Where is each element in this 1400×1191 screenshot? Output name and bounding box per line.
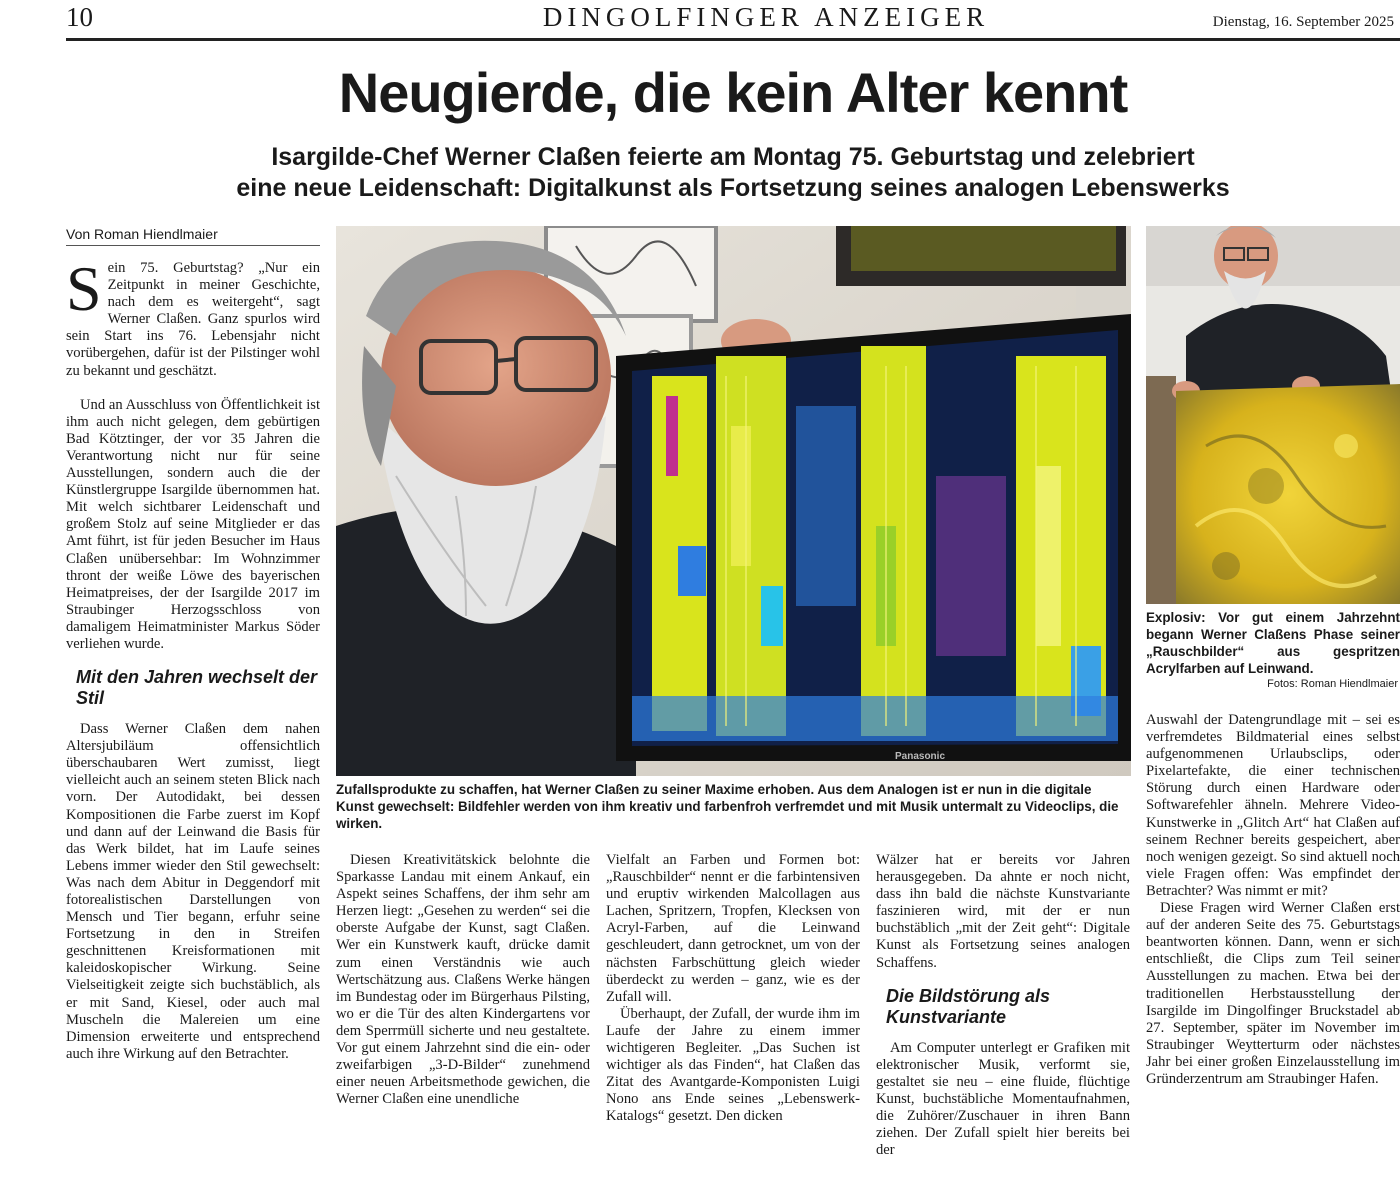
article-paragraph: Diesen Kreativitätskick belohnte die Sparkasse Landau mit einem Ankauf, ein Aspekt seines Schaffens, der ihm sehr am Herzen liegt: „Gesehen zu werden“ sei die oberste Aufgabe der Kunst, sagt Claßen. Wer ein Kunstwerk kauft, drücke damit zum einen Verständnis wie auch Wertschätzung aus. Claßens Werke hängen im Bundestag oder im Bürgerhaus Pilsting, wo er die Tür des alten Kindergartens vor dem Sperrmüll sicherte und neu gestaltete. Vor gut einem Jahrzehnt sind die ein- oder zweifarbigen „3-D-Bilder“ zunehmend einer neuen Arbeitsmethode gewichen, die Werner Claßen eine unendliche bbox=[336, 852, 590, 1108]
article-paragraph: Überhaupt, der Zufall, der wurde ihm im Laufe der Jahre zu einem immer wichtigeren Begleiter. „Das Suchen ist wichtiger als das Finden“, hat Claßen das Zitat des Avantgarde-Komponisten Luigi Nono ans Ende seines „Lebenswerk-Katalogs“ gesetzt. Den dicken bbox=[606, 1005, 860, 1125]
headline: Neugierde, die kein Alter kennt bbox=[338, 61, 1128, 124]
article-column-3 bbox=[606, 852, 860, 1126]
photo-artist-with-monitor bbox=[336, 226, 1131, 776]
article-paragraph: Auswahl der Datengrundlage mit – sei es verfremdetes Bildmaterial eines selbst aufgenommenen Urlaubsclips, oder Pixelartefakte, die einer technischen Störung durch einen Hardware oder Softwarefehler ähneln. Mehrere Video-Kunstwerke in „Glitch Art“ hat Claßen auf seinem Rechner bereits gespeichert, aber noch wenigen gezeigt. So sind aktuell noch viele Fragen offen: Was empfindet der Betrachter? Was nimmt er mit? bbox=[1146, 712, 1400, 899]
section-subhead: Mit den Jahren wechselt der Stil bbox=[76, 667, 318, 709]
article-paragraph: Am Computer unterlegt er Grafiken mit elektronischer Musik, verformt sie, gestaltet sie neu – eine fluide, flüchtige Kunst, buchstäbliche Momentaufnahmen, die Zuhörer/Zuschauer in ihren Bann ziehen. Der Zufall spielt hier bereits bei der bbox=[876, 1039, 1130, 1159]
side-photo bbox=[1146, 226, 1400, 604]
monitor-brand: Panasonic bbox=[894, 751, 946, 762]
article-paragraph: Dass Werner Claßen dem nahen Altersjubiläum offensichtlich überschaubaren Wert zumisst, liegt vielleicht auch an seinem steten Blick nach vorn. Der Autodidakt, bei dessen Kompositionen die Farbe zuerst im Kopf und dann auf der Leinwand die Basis für das Werk bildet, hat im Laufe seines Lebens immer wieder den Stil gewechselt: Was nach dem Abitur in Deggendorf mit fotorealistischen Darstellungen von Mensch und Tier begann, erfuhr seine Fortsetzung in den in Streifen geschnittenen Kreisformationen mit kaleidoskopischer Wirkung. Seine Vielseitigkeit zeigte sich buchstäblich, als er mit Sand, Kiesel, oder auch mal Muscheln die Malereien um eine Dimension erweiterte und entsprechend auch ihre Wirkung auf den Betrachter. bbox=[66, 721, 320, 1062]
subheadline bbox=[66, 142, 1400, 204]
article-paragraph: Vielfalt an Farben und Formen bot: „Rauschbilder“ nennt er die farbintensiven und eruptiv wirkenden Malcollagen aus Lachen, Spritzern, Tropfen, Klecksen von Acryl-Farben, auf die Leinwand geschleudert, dann getrocknet, um von der nächsten Farbschüttung gleich wieder überdeckt zu werden – ganz, wie es der Zufall will. bbox=[606, 852, 860, 1005]
article-paragraph: Wälzer hat er bereits vor Jahren herausgegeben. Da ahnte er noch nicht, dass ihn bald die nächste Kunstvariante faszinieren wird, mit der er nun buchstäblich „mit der Zeit geht“: Digitale Kunst als Fortsetzung seines analogen Schaffens. bbox=[876, 852, 1130, 971]
side-photo-caption: Explosiv: Vor gut einem Jahrzehnt begann Werner Claßens Phase seiner „Rauschbilder“ aus gespritzen Acrylfarben auf Leinwand. bbox=[1146, 610, 1400, 676]
header-rule bbox=[66, 38, 1400, 41]
page-number: 10 bbox=[66, 2, 93, 32]
article-column-1 bbox=[66, 253, 320, 1063]
subheadline-line: Isargilde-Chef Werner Claßen feierte am Montag 75. Geburtstag und zelebriert bbox=[271, 143, 1195, 171]
article-paragraph: Und an Ausschluss von Öffentlichkeit ist ihm auch nicht gelegen, dem gebürtigen Bad Kötztinger, der vor 35 Jahren die Verantwortung nicht nur für seine Ausstellungen, sondern auch die der Künstlergruppe Isargilde übernommen hat. Mit welch sichtbarer Leidenschaft und großem Stolz auf seine Mitglieder er das Amt führt, ist für jeden Besucher im Haus Claßen unübersehbar: Im Wohnzimmer thront der weiße Löwe des bayerischen Heimatpreises, der der Isargilde 2017 im Straubinger Herzogsschloss von damaligem Heimatminister Markus Söder verliehen wurde. bbox=[66, 396, 320, 652]
photo-credit: Fotos: Roman Hiendlmaier bbox=[1267, 678, 1398, 690]
main-photo bbox=[336, 226, 1131, 776]
monitor bbox=[616, 314, 1131, 762]
article-column-2 bbox=[336, 852, 590, 1108]
byline: Von Roman Hiendlmaier bbox=[66, 226, 320, 246]
main-photo-caption: Zufallsprodukte zu schaffen, hat Werner Claßen zu seiner Maxime erhoben. Aus dem Analogen ist er nun in die digitale Kunst gewechselt: Bildfehler werden von ihm kreativ und farbenfroh verfremdet und mit Musik untermalt zu Videoclips, die wirken. bbox=[336, 782, 1119, 831]
section-subhead: Die Bildstörung als Kunstvariante bbox=[886, 985, 1051, 1027]
rauschbild-painting bbox=[1176, 384, 1400, 604]
article-paragraph: Sein 75. Geburtstag? „Nur ein Zeitpunkt in meiner Geschichte, nach dem es weitergeht“, sagt Werner Claßen. Ganz spurlos wird sein Start ins 76. Lebensjahr nicht vorübergehen, dafür ist der Pilstinger wohl zu bekannt und geschätzt. bbox=[66, 253, 320, 379]
article-paragraph: Diese Fragen wird Werner Claßen erst auf der anderen Seite des 75. Geburtstags beantworten können. Dann, wenn er sich entschließt, die Clips zum Teil seiner Ausstellungen zu machen. Etwa bei der traditionellen Herbstausstellung der Isargilde im Dingolfinger Bruckstadel ab 27. September, später im November im Straubinger Weytterturm oder nächstes Jahr bei einer großen Einzelausstellung im Gründerzentrum am Straubinger Hafen. bbox=[1146, 900, 1400, 1087]
masthead: DINGOLFINGER ANZEIGER bbox=[542, 2, 990, 32]
issue-date: Dienstag, 16. September 2025 bbox=[1212, 14, 1394, 30]
article-column-5 bbox=[1146, 712, 1400, 1088]
photo-artist-with-painting bbox=[1146, 226, 1400, 604]
drop-cap: S bbox=[66, 253, 102, 324]
page-header bbox=[66, 2, 1400, 38]
article-column-4 bbox=[876, 852, 1130, 1159]
subheadline-line: eine neue Leidenschaft: Digitalkunst als Fortsetzung seines analogen Lebenswerks bbox=[236, 174, 1230, 202]
